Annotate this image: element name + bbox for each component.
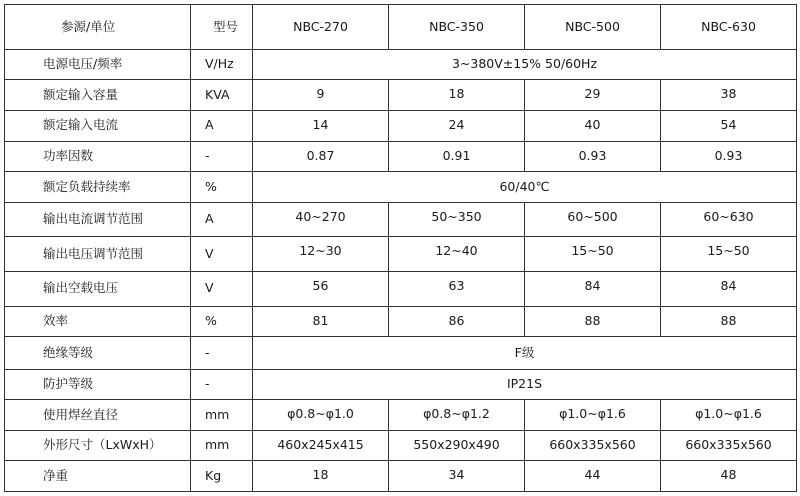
merged-value-cell: F级: [253, 337, 797, 370]
param-name-cell: 绝缘等级: [5, 337, 191, 370]
unit-cell: -: [191, 337, 253, 370]
unit-cell: mm: [191, 430, 253, 461]
param-name-cell: 效率: [5, 306, 191, 337]
unit-cell: mm: [191, 400, 253, 431]
unit-cell: A: [191, 202, 253, 237]
value-cell: 60~630: [661, 202, 797, 237]
param-name-cell: 输出电压调节范围: [5, 237, 191, 272]
value-cell: 34: [389, 461, 525, 492]
value-cell: 56: [253, 271, 389, 306]
unit-cell: V/Hz: [191, 49, 253, 80]
value-cell: 660x335x560: [661, 430, 797, 461]
table-row: [5, 306, 797, 337]
table-row: [5, 141, 797, 172]
unit-cell: Kg: [191, 461, 253, 492]
value-cell: 84: [525, 271, 661, 306]
value-cell: 18: [253, 461, 389, 492]
param-name-cell: 电源电压/频率: [5, 49, 191, 80]
merged-value-cell: IP21S: [253, 369, 797, 400]
param-name-cell: 额定负载持续率: [5, 172, 191, 203]
value-cell: 88: [525, 306, 661, 337]
value-cell: 40~270: [253, 202, 389, 237]
table-row: [5, 49, 797, 80]
value-cell: 0.93: [525, 141, 661, 172]
value-cell: 0.87: [253, 141, 389, 172]
unit-cell: %: [191, 306, 253, 337]
table-row: [5, 400, 797, 431]
value-cell: φ0.8~φ1.0: [253, 400, 389, 431]
value-cell: φ1.0~φ1.6: [661, 400, 797, 431]
table-row: [5, 80, 797, 111]
param-name-cell: 输出空载电压: [5, 271, 191, 306]
header-unit-cell: 型号: [191, 5, 253, 50]
model-header-cell: NBC-500: [525, 5, 661, 50]
value-cell: 9: [253, 80, 389, 111]
unit-cell: %: [191, 172, 253, 203]
value-cell: 0.93: [661, 141, 797, 172]
value-cell: 0.91: [389, 141, 525, 172]
merged-value-cell: 3~380V±15% 50/60Hz: [253, 49, 797, 80]
unit-cell: KVA: [191, 80, 253, 111]
unit-cell: A: [191, 110, 253, 141]
table-row: [5, 337, 797, 370]
value-cell: 15~50: [525, 237, 661, 272]
value-cell: 44: [525, 461, 661, 492]
model-header-cell: NBC-630: [661, 5, 797, 50]
value-cell: 63: [389, 271, 525, 306]
value-cell: 86: [389, 306, 525, 337]
param-name-cell: 防护等级: [5, 369, 191, 400]
value-cell: 12~40: [389, 237, 525, 272]
unit-cell: V: [191, 237, 253, 272]
value-cell: 84: [661, 271, 797, 306]
table-row: [5, 237, 797, 272]
table-row: [5, 202, 797, 237]
value-cell: 18: [389, 80, 525, 111]
value-cell: 550x290x490: [389, 430, 525, 461]
header-row: [5, 5, 797, 50]
header-param-cell: 参源/单位: [5, 5, 191, 50]
param-name-cell: 输出电流调节范围: [5, 202, 191, 237]
table-row: [5, 110, 797, 141]
value-cell: φ1.0~φ1.6: [525, 400, 661, 431]
value-cell: 38: [661, 80, 797, 111]
table-row: [5, 369, 797, 400]
value-cell: 50~350: [389, 202, 525, 237]
param-name-cell: 外形尺寸（LxWxH）: [5, 430, 191, 461]
table-row: [5, 430, 797, 461]
table-row: [5, 461, 797, 492]
value-cell: 88: [661, 306, 797, 337]
model-header-cell: NBC-350: [389, 5, 525, 50]
value-cell: 81: [253, 306, 389, 337]
value-cell: φ0.8~φ1.2: [389, 400, 525, 431]
table-row: [5, 172, 797, 203]
merged-value-cell: 60/40℃: [253, 172, 797, 203]
value-cell: 40: [525, 110, 661, 141]
value-cell: 24: [389, 110, 525, 141]
table-row: [5, 271, 797, 306]
param-name-cell: 额定输入电流: [5, 110, 191, 141]
unit-cell: -: [191, 369, 253, 400]
param-name-cell: 功率因数: [5, 141, 191, 172]
value-cell: 14: [253, 110, 389, 141]
param-name-cell: 使用焊丝直径: [5, 400, 191, 431]
unit-cell: V: [191, 271, 253, 306]
value-cell: 660x335x560: [525, 430, 661, 461]
value-cell: 60~500: [525, 202, 661, 237]
value-cell: 15~50: [661, 237, 797, 272]
value-cell: 29: [525, 80, 661, 111]
value-cell: 54: [661, 110, 797, 141]
value-cell: 460x245x415: [253, 430, 389, 461]
param-name-cell: 额定输入容量: [5, 80, 191, 111]
model-header-cell: NBC-270: [253, 5, 389, 50]
value-cell: 12~30: [253, 237, 389, 272]
unit-cell: -: [191, 141, 253, 172]
spec-table: [4, 4, 797, 492]
value-cell: 48: [661, 461, 797, 492]
param-name-cell: 净重: [5, 461, 191, 492]
